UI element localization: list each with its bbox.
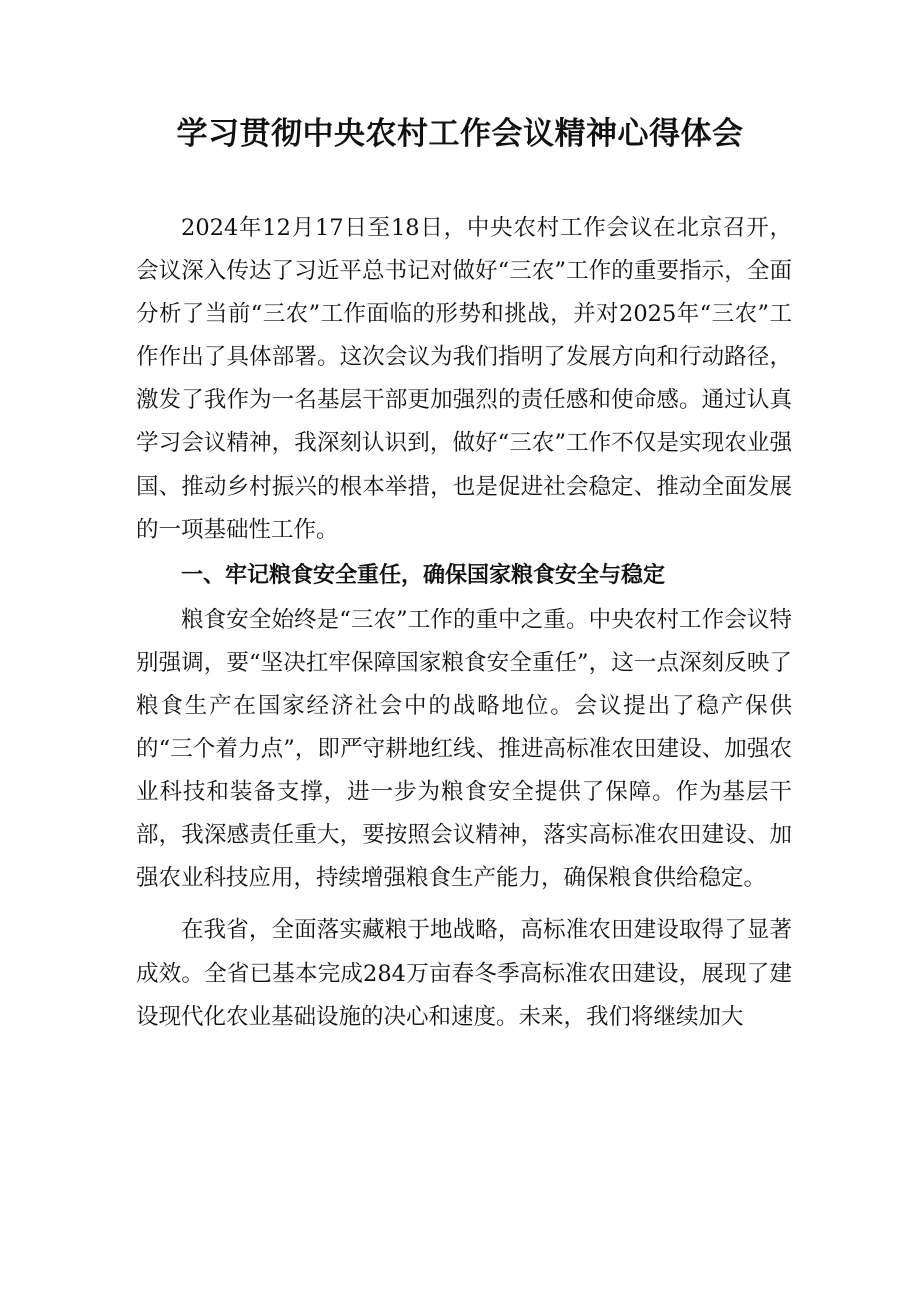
section-heading-1: 一、牢记粮食安全重任，确保国家粮食安全与稳定: [181, 562, 666, 588]
document-body: [136, 207, 792, 1039]
section-1-paragraph-1: 粮食安全始终是“三农”工作的重中之重。中央农村工作会议特别强调，要“坚决扛牢保障国家粮食安全重任”，这一点深刻反映了粮食生产在国家经济社会中的战略地位。会议提出了稳产保供的“三个着力点”，即严守耕地红线、推进高标准农田建设、加强农业科技和装备支撑，进一步为粮食安全提供了保障。作为基层干部，我深感责任重大，要按照会议精神，落实高标准农田建设、加强农业科技应用，持续增强粮食生产能力，确保粮食供给稳定。: [136, 606, 792, 892]
document-title: 学习贯彻中央农村工作会议精神心得体会: [176, 116, 744, 152]
section-1-paragraph-2: 在我省，全面落实藏粮于地战略，高标准农田建设取得了显著成效。全省已基本完成284万亩春冬季高标准农田建设，展现了建设现代化农业基础设施的决心和速度。未来，我们将继续加大: [136, 917, 792, 1030]
intro-paragraph: 2024年12月17日至18日，中央农村工作会议在北京召开，会议深入传达了习近平总书记对做好“三农”工作的重要指示，全面分析了当前“三农”工作面临的形势和挑战，并对2025年“三农”工作作出了具体部署。这次会议为我们指明了发展方向和行动路径，激发了我作为一名基层干部更加强烈的责任感和使命感。通过认真学习会议精神，我深刻认识到，做好“三农”工作不仅是实现农业强国、推动乡村振兴的根本举措，也是促进社会稳定、推动全面发展的一项基础性工作。: [136, 215, 792, 543]
